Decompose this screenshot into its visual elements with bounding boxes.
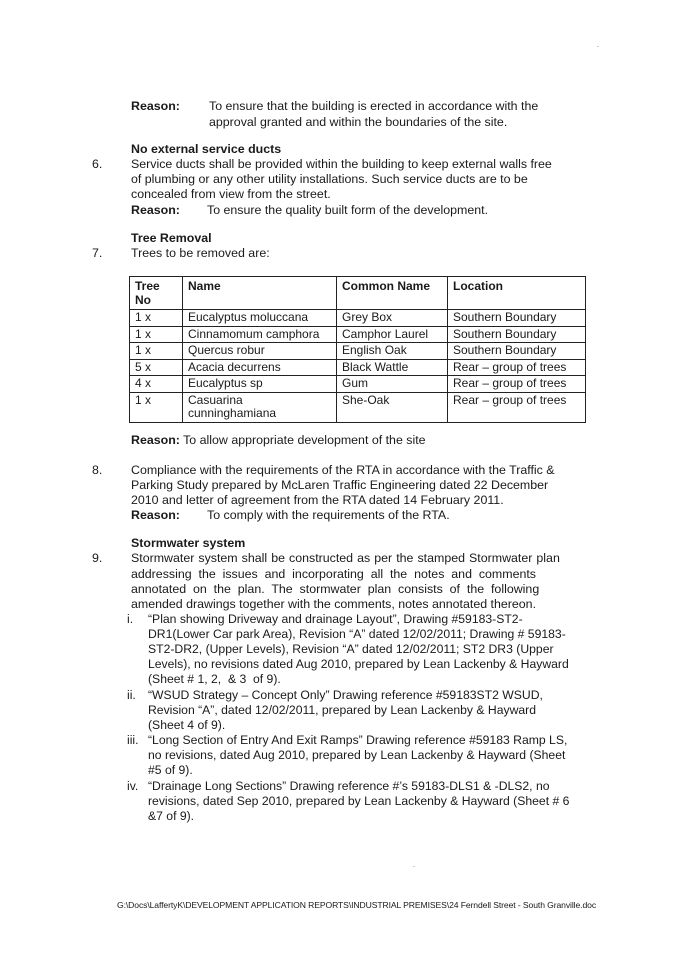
subitem-line: no revisions, dated Aug 2010, prepared by Lean Lackenby & Hayward (Sheet xyxy=(148,748,566,762)
table-cell: Rear – group of trees xyxy=(448,376,586,393)
subitem-line: “WSUD Strategy – Concept Only” Drawing reference #59183ST2 WSUD, xyxy=(148,688,543,702)
subitem-line: #5 of 9). xyxy=(148,763,193,777)
table-row xyxy=(130,392,586,422)
table-cell: Southern Boundary xyxy=(448,343,586,360)
reason-text-line: To ensure that the building is erected in accordance with the xyxy=(209,99,539,113)
item-6-number: 6. xyxy=(92,157,103,171)
subitem-line: revisions, dated Sep 2010, prepared by Lean Lackenby & Hayward (Sheet # 6 xyxy=(148,794,570,808)
subitem-line: “Long Section of Entry And Exit Ramps” Drawing reference #59183 Ramp LS, xyxy=(148,733,568,747)
item-8-line: Parking Study prepared by McLaren Traffic Engineering dated 22 December xyxy=(131,478,549,492)
table-cell: 1 x xyxy=(130,392,183,422)
item-9-line: annotated on the plan. The stormwater plan consists of the following xyxy=(131,582,540,596)
table-row xyxy=(130,343,586,360)
item-8-reason-text: To comply with the requirements of the RTA. xyxy=(207,508,450,522)
reason-text-line: approval granted and within the boundaries of the site. xyxy=(209,115,508,129)
item-8-number: 8. xyxy=(92,463,103,477)
table-cell: Rear – group of trees xyxy=(448,392,586,422)
table-cell: 1 x xyxy=(130,343,183,360)
table-header-cell: Tree No xyxy=(130,277,183,310)
item-6-line: of plumbing or any other utility installations. Such service ducts are to be xyxy=(131,172,528,186)
item-9-line: Stormwater system shall be constructed as per the stamped Stormwater plan xyxy=(131,551,560,565)
item-8-reason-label: Reason: xyxy=(131,508,180,522)
table-cell: 4 x xyxy=(130,376,183,393)
table-cell: Rear – group of trees xyxy=(448,359,586,376)
table-row xyxy=(130,376,586,393)
subitem-line: (Sheet 4 of 9). xyxy=(148,718,226,732)
scan-speck xyxy=(597,46,599,47)
item-6-line: concealed from view from the street. xyxy=(131,187,331,201)
item-9-number: 9. xyxy=(92,551,103,565)
reason-label: Reason: xyxy=(131,99,180,113)
item-9-line: amended drawings together with the comments, notes annotated thereon. xyxy=(131,597,537,611)
subitem-numeral: iii. xyxy=(127,733,139,747)
table-cell: English Oak xyxy=(337,343,448,360)
subitem-line: Revision “A”, dated 12/02/2011, prepared by Lean Lackenby & Hayward xyxy=(148,703,536,717)
item-9-heading: Stormwater system xyxy=(131,536,246,550)
footer-file-path: G:\Docs\LaffertyK\DEVELOPMENT APPLICATION REPORTS\INDUSTRIAL PREMISES\24 Ferndell Street - South Granville.doc xyxy=(117,900,597,910)
item-6-reason-text: To ensure the quality built form of the development. xyxy=(207,203,489,217)
table-cell: Quercus robur xyxy=(183,343,337,360)
table-cell: Eucalyptus moluccana xyxy=(183,310,337,327)
table-header-cell: Location xyxy=(448,277,586,310)
table-cell: Southern Boundary xyxy=(448,310,586,327)
subitem-numeral: i. xyxy=(127,612,134,626)
item-7-heading: Tree Removal xyxy=(131,231,212,245)
subitem-line: ST2-DR2, (Upper Levels), Revision “A” dated 12/02/2011; ST2 DR3 (Upper xyxy=(148,642,554,656)
subitem-line: &7 of 9). xyxy=(148,809,195,823)
table-cell: Casuarina cunninghamiana xyxy=(183,392,337,422)
table-header-cell: Name xyxy=(183,277,337,310)
table-cell: Black Wattle xyxy=(337,359,448,376)
item-7-intro: Trees to be removed are: xyxy=(131,246,270,260)
table-cell: Gum xyxy=(337,376,448,393)
subitem-numeral: iv. xyxy=(127,779,139,793)
table-cell: Camphor Laurel xyxy=(337,326,448,343)
subitem-numeral: ii. xyxy=(127,688,136,702)
subitem-line: “Drainage Long Sections” Drawing reference #’s 59183-DLS1 & -DLS2, no xyxy=(148,779,550,793)
table-row xyxy=(130,359,586,376)
table-header-row xyxy=(130,277,586,310)
table-cell: 5 x xyxy=(130,359,183,376)
table-cell: Acacia decurrens xyxy=(183,359,337,376)
table-cell: Grey Box xyxy=(337,310,448,327)
table-header-cell: Common Name xyxy=(337,277,448,310)
item-7-reason xyxy=(131,433,426,448)
item-6-heading: No external service ducts xyxy=(131,142,282,156)
tree-removal-table xyxy=(129,276,586,423)
table-cell: Cinnamomum camphora xyxy=(183,326,337,343)
item-7-reason-text: To allow appropriate development of the site xyxy=(183,433,426,447)
item-7-reason-label: Reason: xyxy=(131,433,180,447)
table-row xyxy=(130,310,586,327)
subitem-line: DR1(Lower Car park Area), Revision “A” dated 12/02/2011; Drawing # 59183- xyxy=(148,627,566,641)
table-cell: 1 x xyxy=(130,326,183,343)
table-row xyxy=(130,326,586,343)
subitem-line: “Plan showing Driveway and drainage Layout”, Drawing #59183-ST2- xyxy=(148,612,523,626)
subitem-line: (Sheet # 1, 2, & 3 of 9). xyxy=(148,672,281,686)
subitem-line: Levels), no revisions dated Aug 2010, prepared by Lean Lackenby & Hayward xyxy=(148,657,569,671)
item-9-line: addressing the issues and incorporating all the notes and comments xyxy=(131,567,536,581)
table-cell: Eucalyptus sp xyxy=(183,376,337,393)
item-6-reason-label: Reason: xyxy=(131,203,180,217)
item-6-line: Service ducts shall be provided within the building to keep external walls free xyxy=(131,157,552,171)
table-cell: Southern Boundary xyxy=(448,326,586,343)
item-8-line: Compliance with the requirements of the RTA in accordance with the Traffic & xyxy=(131,463,555,477)
item-7-number: 7. xyxy=(92,246,103,260)
scan-speck xyxy=(413,866,415,867)
table-cell: 1 x xyxy=(130,310,183,327)
item-8-line: 2010 and letter of agreement from the RTA dated 14 February 2011. xyxy=(131,493,504,507)
table-cell: She-Oak xyxy=(337,392,448,422)
